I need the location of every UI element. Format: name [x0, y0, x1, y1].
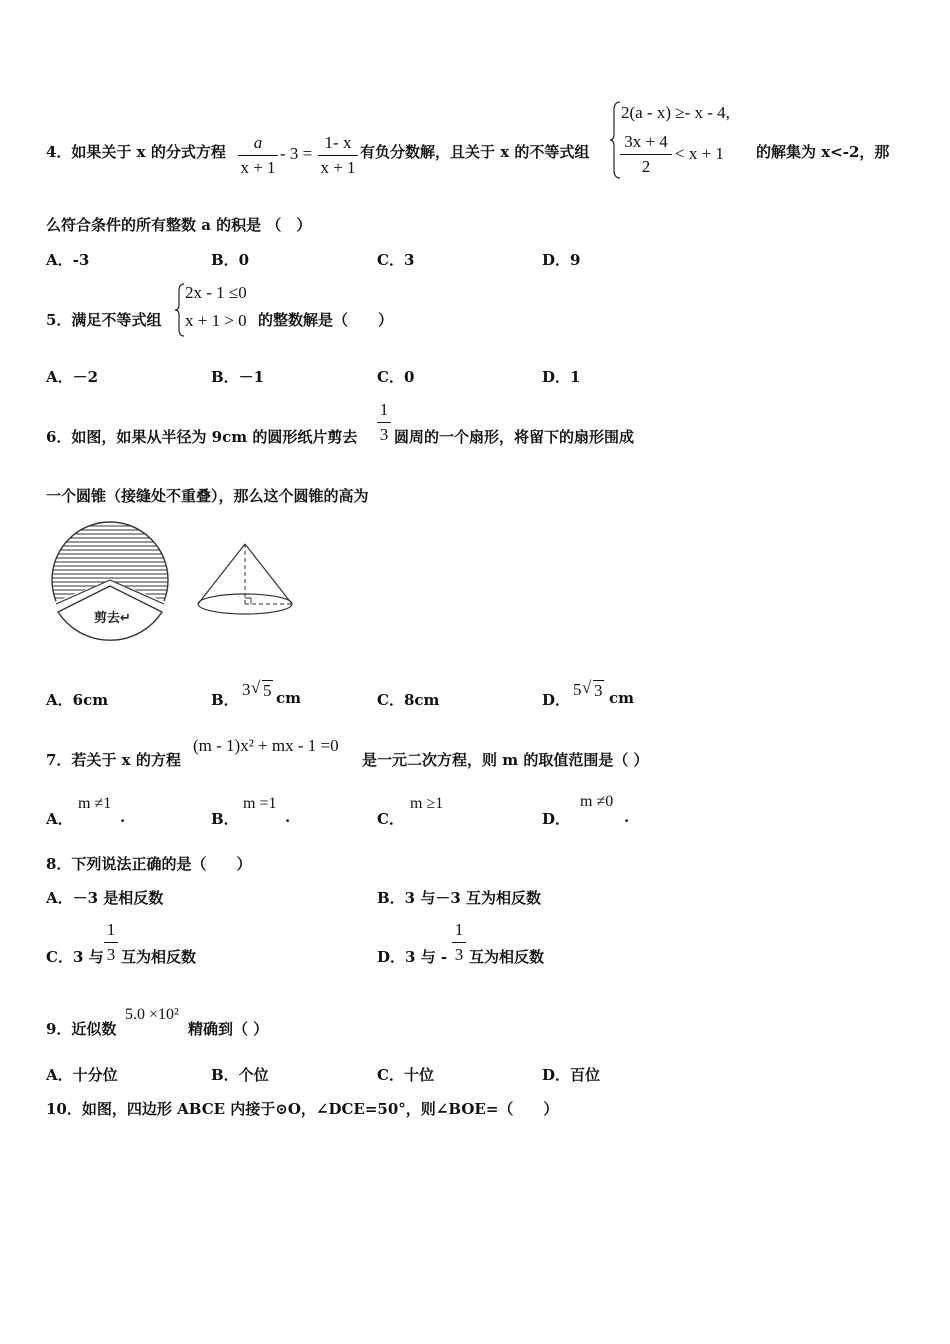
q5-suffix: 的整数解是（ ）	[258, 311, 394, 329]
q6-opt-d-unit: cm	[609, 689, 635, 707]
q8-opt-d-num: 1	[454, 920, 464, 939]
q6-line2: 一个圆锥（接缝处不重叠），那么这个圆锥的高为	[46, 487, 369, 505]
q4-suffix: 的解集为 x<-2，那	[756, 143, 890, 161]
q6-opt-d-label: D．	[542, 691, 571, 709]
q4-option-a[interactable]: A．-3	[46, 251, 90, 269]
q5-system-brace	[175, 283, 185, 337]
q4-sys-frac-den: 2	[641, 157, 651, 176]
q9-option-c[interactable]: C．十位	[377, 1066, 434, 1084]
q7-suffix: 是一元二次方程，则 m 的取值范围是（ ）	[362, 751, 649, 769]
q6-prefix: 6．如图，如果从半径为 9cm 的圆形纸片剪去	[46, 428, 358, 446]
q4-system-line2-rest: < x + 1	[675, 144, 724, 163]
q4-system-line1: 2(a - x) ≥- x - 4,	[621, 103, 730, 122]
q6-circle-figure	[44, 520, 179, 650]
q4-lhs-den: x + 1	[240, 158, 276, 177]
q7-opt-d-label: D．	[542, 810, 571, 828]
q6-option-c[interactable]: C．8cm	[377, 691, 440, 709]
q6-suffix: 圆周的一个扇形，将留下的扇形围成	[394, 428, 635, 446]
q6-opt-b-radicand: 5	[263, 681, 272, 700]
q7-opt-a-dot: .	[120, 808, 126, 826]
q7-prefix: 7．若关于 x 的方程	[46, 751, 181, 769]
q4-mid-text: 有负分数解，且关于 x 的不等式组	[360, 143, 590, 161]
q8-opt-c-num: 1	[106, 920, 116, 939]
q9-option-d[interactable]: D．百位	[542, 1066, 601, 1084]
q8-opt-c-fraction	[104, 920, 118, 965]
q6-opt-d-sqrt-icon: √	[582, 678, 592, 697]
q6-opt-d-radicand: 3	[594, 681, 603, 700]
q6-opt-b-label: B．	[211, 691, 239, 709]
q6-opt-b-coef: 3	[242, 680, 251, 699]
q5-option-d[interactable]: D．1	[542, 368, 581, 386]
q9-option-b[interactable]: B．个位	[211, 1066, 269, 1084]
q5-system-line1: 2x - 1 ≤0	[185, 283, 247, 302]
q4-rhs-num: 1- x	[324, 133, 352, 152]
q5-option-c[interactable]: C．0	[377, 368, 415, 386]
q4-option-b[interactable]: B．0	[211, 251, 250, 269]
q6-frac-den: 3	[379, 425, 389, 444]
q6-opt-b-sqrt-icon: √	[251, 678, 261, 697]
q4-fraction-lhs	[238, 133, 278, 178]
q4-prefix: 4．如果关于 x 的分式方程	[46, 143, 226, 161]
q7-opt-c-expr: m ≥1	[410, 795, 444, 812]
q4-rhs-den: x + 1	[320, 158, 356, 177]
q4-option-c[interactable]: C．3	[377, 251, 415, 269]
q10-stem: 10．如图，四边形 ABCE 内接于⊙O，∠DCE=50°，则∠BOE=（ ）	[46, 1100, 559, 1118]
q7-opt-b-label: B．	[211, 810, 239, 828]
q9-suffix: 精确到（ ）	[188, 1020, 269, 1038]
q7-opt-d-expr: m ≠0	[580, 793, 614, 810]
q5-option-b[interactable]: B．－1	[211, 368, 265, 386]
q7-opt-b-expr: m =1	[243, 795, 277, 812]
q8-option-a[interactable]: A．－3 是相反数	[46, 889, 164, 907]
q8-opt-c-post: 互为相反数	[121, 948, 197, 966]
q8-opt-d-post: 互为相反数	[469, 948, 545, 966]
q4-fraction-rhs	[318, 133, 358, 178]
q8-opt-c-pre: C．3 与	[46, 948, 104, 966]
q8-option-b[interactable]: B．3 与－3 互为相反数	[377, 889, 541, 907]
q8-opt-d-fraction	[452, 920, 466, 965]
q9-number: 5.0 ×10²	[125, 1006, 179, 1023]
q5-system-line2: x + 1 > 0	[185, 311, 247, 330]
q5-option-a[interactable]: A．－2	[46, 368, 99, 386]
q7-opt-c-label: C．	[377, 810, 404, 828]
q7-opt-b-dot: .	[285, 808, 291, 826]
q4-system-fraction	[620, 132, 672, 177]
q5-prefix: 5．满足不等式组	[46, 311, 162, 329]
q4-lhs-num: a	[253, 133, 263, 152]
q6-opt-d-coef: 5	[573, 680, 582, 699]
q6-cone-figure	[195, 540, 300, 620]
q7-equation: (m - 1)x² + mx - 1 =0	[193, 736, 339, 755]
q7-opt-d-dot: .	[624, 808, 630, 826]
q4-line2: 么符合条件的所有整数 a 的积是 （ ）	[46, 216, 312, 234]
q6-frac-num: 1	[379, 400, 389, 419]
q6-fraction	[377, 400, 391, 445]
q4-option-d[interactable]: D．9	[542, 251, 581, 269]
q6-option-a[interactable]: A．6cm	[46, 691, 109, 709]
q6-opt-b-unit: cm	[276, 689, 302, 707]
q4-sys-frac-num: 3x + 4	[624, 132, 668, 151]
q9-option-a[interactable]: A．十分位	[46, 1066, 118, 1084]
q8-opt-d-den: 3	[454, 945, 464, 964]
q7-opt-a-label: A．	[46, 810, 73, 828]
q8-opt-d-pre: D．3 与 -	[377, 948, 448, 966]
q9-prefix: 9．近似数	[46, 1020, 117, 1038]
q8-opt-c-den: 3	[106, 945, 116, 964]
q8-stem: 8．下列说法正确的是（ ）	[46, 855, 252, 873]
q4-eq-mid: - 3 =	[280, 144, 313, 163]
q6-figure-label: 剪去↵	[94, 611, 131, 626]
q7-opt-a-expr: m ≠1	[78, 795, 112, 812]
